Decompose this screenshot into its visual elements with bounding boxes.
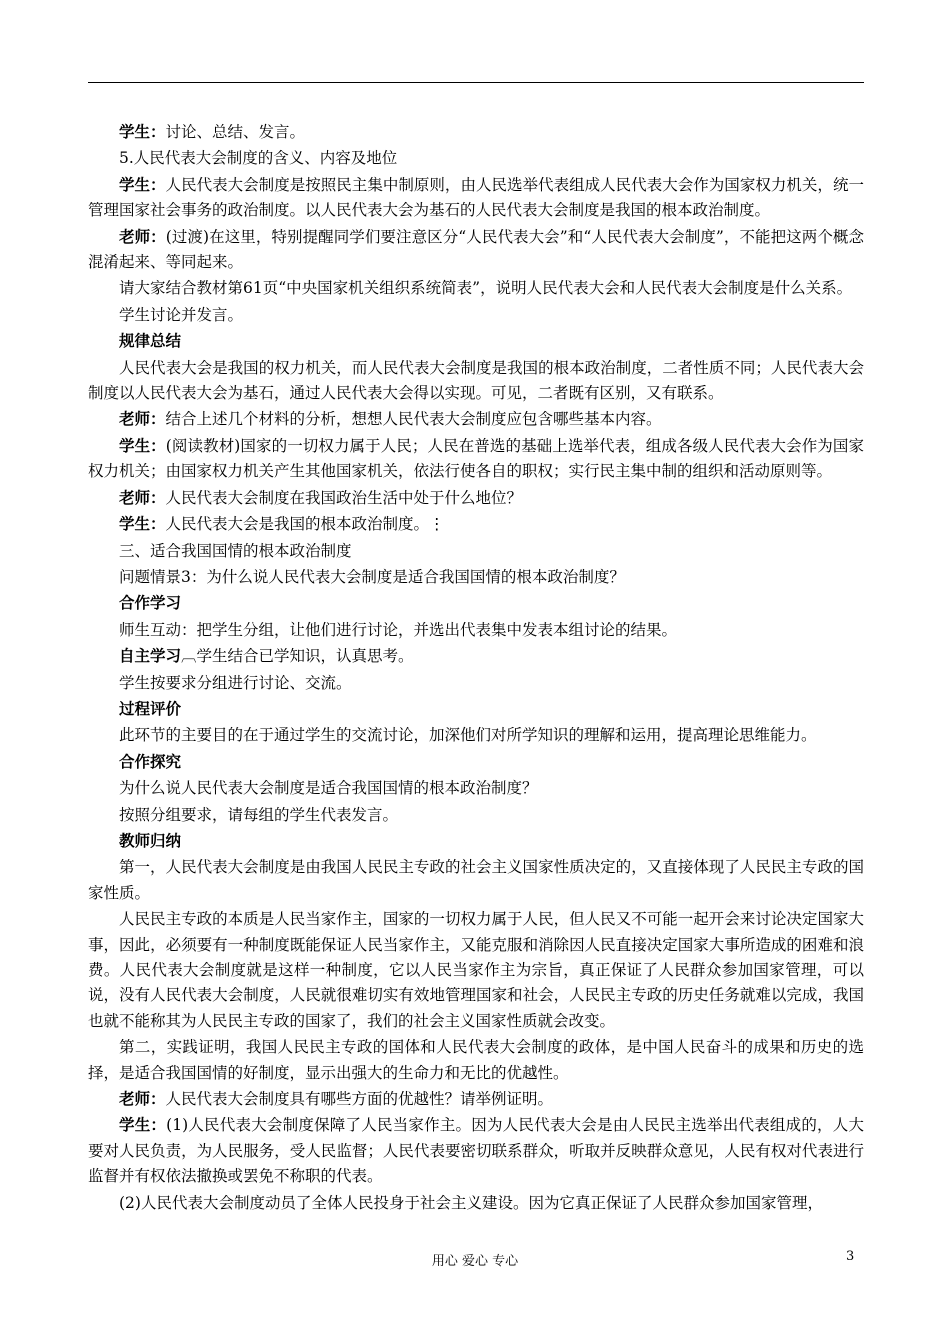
paragraph: 学生：(1)人民代表大会制度保障了人民当家作主。因为人民代表大会是由人民民主选举出代表组成的，人大要对人民负责，为人民服务，受人民监督；人民代表要密切联系群众，听取并反映群众意见，人民有权对代表进行监督并有权依法撤换或罢免不称职的代表。 xyxy=(88,1115,864,1186)
paragraph: 为什么说人民代表大会制度是适合我国国情的根本政治制度？ xyxy=(119,779,538,798)
paragraph: 第一，人民代表大会制度是由我国人民民主专政的社会主义国家性质决定的，又直接体现了人民民主专政的国家性质。 xyxy=(88,858,864,902)
paragraph: 学生：人民代表大会是我国的根本政治制度。⋮ xyxy=(119,514,445,534)
paragraph: 5.人民代表大会制度的含义、内容及地位 xyxy=(119,149,398,168)
header-rule xyxy=(88,82,864,83)
footer-text: 用心 爱心 专心 xyxy=(431,1254,519,1269)
section-heading: 过程评价 xyxy=(119,698,182,718)
document-body xyxy=(88,119,864,1216)
paragraph: 自主学习︹学生结合已学知识，认真思考。 xyxy=(119,646,414,666)
paragraph: 老师：人民代表大会制度在我国政治生活中处于什么地位？ xyxy=(119,487,523,507)
paragraph: 师生互动：把学生分组，让他们进行讨论，并选出代表集中发表本组讨论的结果。 xyxy=(119,620,678,639)
paragraph: 老师：(过渡)在这里，特别提醒同学们要注意区分“人民代表大会”和“人民代表大会制度”，不能把这两个概念混淆起来、等同起来。 xyxy=(88,226,864,272)
paragraph: 老师：结合上述几个材料的分析，想想人民代表大会制度应包含哪些基本内容。 xyxy=(119,409,662,429)
paragraph: 此环节的主要目的在于通过学生的交流讨论，加深他们对所学知识的理解和运用，提高理论思维能力。 xyxy=(119,726,817,745)
paragraph: 第二，实践证明，我国人民民主专政的国体和人民代表大会制度的政体，是中国人民奋斗的成果和历史的选择，是适合我国国情的好制度，显示出强大的生命力和无比的优越性。 xyxy=(88,1038,864,1082)
paragraph: (2)人民代表大会制度动员了全体人民投身于社会主义建设。因为它真正保证了人民群众参加国家管理， xyxy=(119,1193,823,1212)
paragraph: 学生：人民代表大会制度是按照民主集中制原则，由人民选举代表组成人民代表大会作为国家权力机关，统一管理国家社会事务的政治制度。以人民代表大会为基石的人民代表大会制度是我国的根本政治制度。 xyxy=(88,174,864,220)
paragraph: 按照分组要求，请每组的学生代表发言。 xyxy=(119,805,399,824)
paragraph: 人民民主专政的本质是人民当家作主，国家的一切权力属于人民，但人民又不可能一起开会来讨论决定国家大事，因此，必须要有一种制度既能保证人民当家作主，又能克服和消除因人民直接决定国家大事所造成的困难和浪费。人民代表大会制度就是这样一种制度，它以人民当家作主为宗旨，真正保证了人民群众参加国家管理，可以说，没有人民代表大会制度，人民就很难切实有效地管理国家和社会，人民民主专政的历史任务就难以完成，我国也就不能称其为人民民主专政的国家了，我们的社会主义国家性质就会改变。 xyxy=(88,910,864,1030)
paragraph: 学生按要求分组进行讨论、交流。 xyxy=(119,673,352,692)
paragraph: 问题情景3：为什么说人民代表大会制度是适合我国国情的根本政治制度？ xyxy=(119,567,625,586)
section-heading: 教师归纳 xyxy=(119,830,182,850)
paragraph: 学生：讨论、总结、发言。 xyxy=(119,122,306,141)
section-heading: 规律总结 xyxy=(119,331,182,351)
paragraph: 三、适合我国国情的根本政治制度 xyxy=(119,541,352,560)
section-heading: 合作学习 xyxy=(119,593,182,613)
page-number: 3 xyxy=(846,1249,855,1264)
paragraph: 学生：(阅读教材)国家的一切权力属于人民；人民在普选的基础上选举代表，组成各级人民代表大会作为国家权力机关；由国家权力机关产生其他国家机关，依法行使各自的职权；实行民主集中制的组织和活动原则等。 xyxy=(88,435,864,481)
paragraph: 学生讨论并发言。 xyxy=(119,305,244,324)
paragraph: 请大家结合教材第61页“中央国家机关组织系统简表”，说明人民代表大会和人民代表大会制度是什么关系。 xyxy=(119,279,853,298)
paragraph: 老师：人民代表大会制度具有哪些方面的优越性？请举例证明。 xyxy=(119,1089,554,1109)
section-heading: 合作探究 xyxy=(119,751,182,771)
paragraph: 人民代表大会是我国的权力机关，而人民代表大会制度是我国的根本政治制度，二者性质不同；人民代表大会制度以人民代表大会为基石，通过人民代表大会得以实现。可见，二者既有区别，又有联系。 xyxy=(88,358,864,403)
